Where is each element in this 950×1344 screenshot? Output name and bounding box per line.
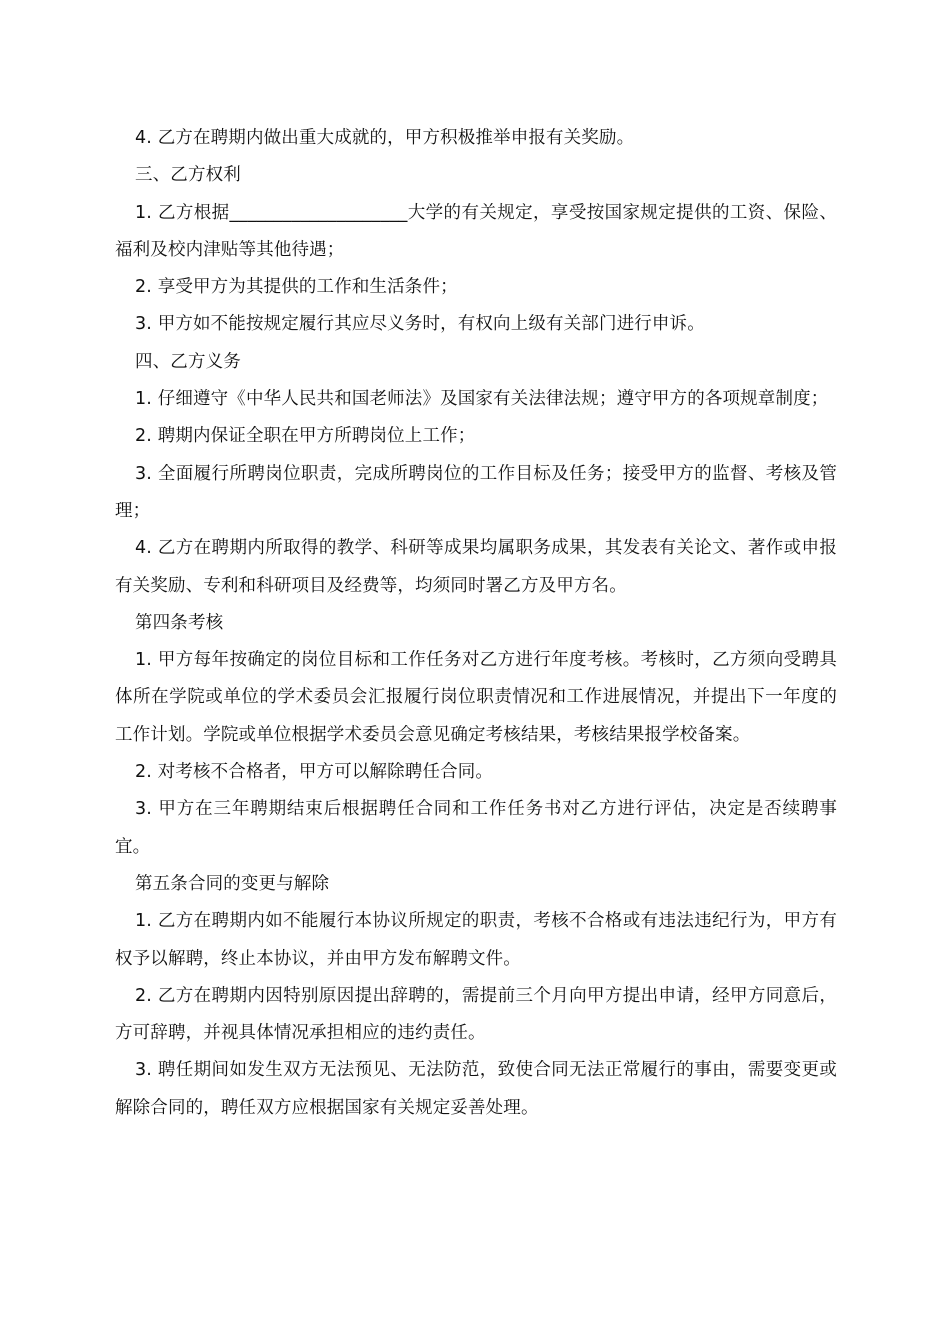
obligations-item-3: 3. 全面履行所聘岗位职责，完成所聘岗位的工作目标及任务；接受甲方的监督、考核及管理；: [115, 463, 837, 521]
obligations-item-1: 1. 仔细遵守《中华人民共和国老师法》及国家有关法律法规；遵守甲方的各项规章制度；: [135, 389, 829, 410]
section-heading-party-b-obligations: 四、乙方义务: [135, 351, 241, 372]
document-body: [115, 120, 837, 1127]
contract-change-item-2: 2. 乙方在聘期内因特别原因提出辞聘的，需提前三个月向甲方提出申请，经甲方同意后，方可辞聘，并视具体情况承担相应的违约责任。: [115, 985, 837, 1044]
contract-change-item-3: 3. 聘任期间如发生双方无法预见、无法防范，致使合同无法正常履行的事由，需要变更或解除合同的，聘任双方应根据国家有关规定妥善处理。: [115, 1060, 837, 1118]
rights-item-3: 3. 甲方如不能按规定履行其应尽义务时，有权向上级有关部门进行申诉。: [135, 314, 705, 335]
rights-item-2: 2. 享受甲方为其提供的工作和生活条件；: [135, 277, 458, 298]
assessment-item-2: 2. 对考核不合格者，甲方可以解除聘任合同。: [135, 762, 494, 783]
obligations-item-4: 4. 乙方在聘期内所取得的教学、科研等成果均属职务成果，其发表有关论文、著作或申报有关奖励、专利和科研项目及经费等，均须同时署乙方及甲方名。: [115, 538, 837, 596]
article-heading-contract-change: 第五条合同的变更与解除: [135, 873, 330, 894]
article-heading-assessment: 第四条考核: [135, 612, 224, 633]
assessment-item-3: 3. 甲方在三年聘期结束后根据聘任合同和工作任务书对乙方进行评估，决定是否续聘事宜。: [115, 799, 837, 857]
assessment-item-1: 1. 甲方每年按确定的岗位目标和工作任务对乙方进行年度考核。考核时，乙方须向受聘具体所在学院或单位的学术委员会汇报履行岗位职责情况和工作进展情况，并提出下一年度的工作计划。学院或单位根据学术委员会意见确定考核结果，考核结果报学校备案。: [115, 650, 837, 745]
obligations-item-2: 2. 聘期内保证全职在甲方所聘岗位上工作；: [135, 426, 476, 447]
rights-item-1: 1. 乙方根据____________________大学的有关规定，享受按国家规定提供的工资、保险、福利及校内津贴等其他待遇；: [115, 202, 837, 260]
clause-4-recommend-awards: 4. 乙方在聘期内做出重大成就的，甲方积极推举申报有关奖励。: [135, 128, 635, 148]
section-heading-party-b-rights: 三、乙方权利: [135, 165, 241, 186]
contract-change-item-1: 1. 乙方在聘期内如不能履行本协议所规定的职责，考核不合格或有违法违纪行为，甲方有权予以解聘，终止本协议，并由甲方发布解聘文件。: [115, 911, 837, 969]
